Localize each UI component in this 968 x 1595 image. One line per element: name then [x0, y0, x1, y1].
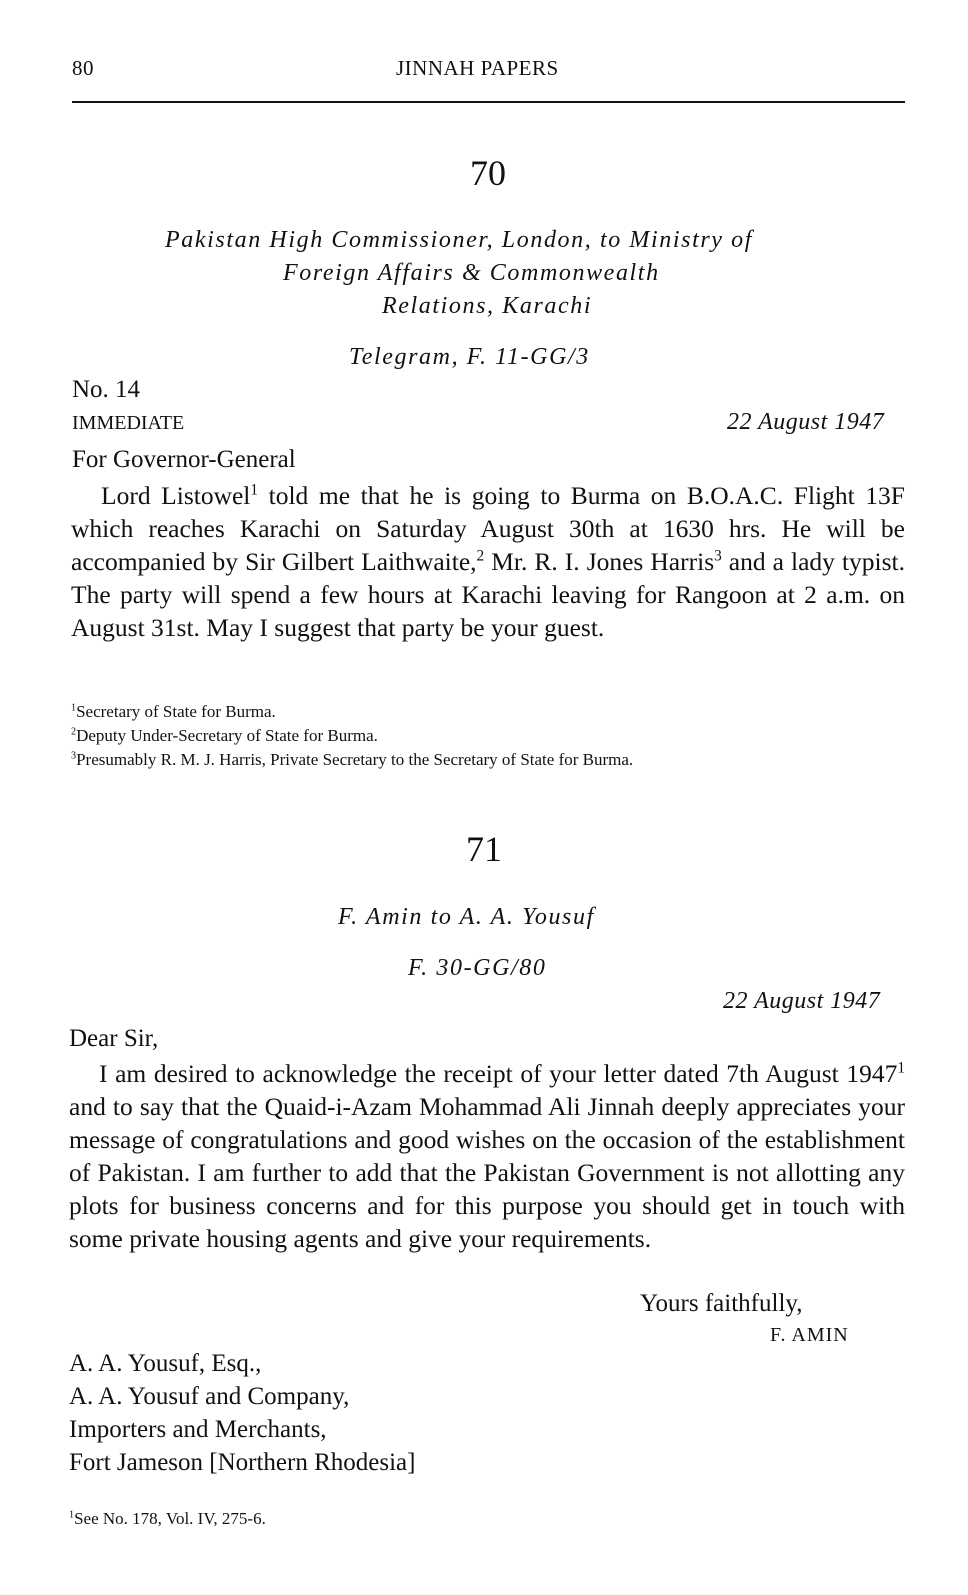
doc71-address-line: Importers and Merchants,: [69, 1416, 327, 1443]
doc70-footnote: $^2$Deputy Under-Secretary of State for Burma.: [71, 726, 378, 745]
doc70-body: [71, 479, 905, 644]
document-number-71: 71: [466, 829, 502, 869]
running-title: JINNAH PAPERS: [396, 56, 559, 80]
footnote-ref-3: 3: [714, 547, 722, 565]
doc71-file-ref: F. 30-GG/80: [408, 955, 547, 981]
doc70-telegram-ref: Telegram, F. 11-GG/3: [349, 344, 590, 370]
doc70-body-part1: Lord Listowel: [101, 481, 251, 510]
doc71-title: F. Amin to A. A. Yousuf: [338, 904, 595, 930]
doc71-date: 22 August 1947: [723, 988, 881, 1014]
doc70-footnote: $^1$Secretary of State for Burma.: [71, 702, 276, 721]
doc70-addressee: For Governor-General: [72, 446, 296, 473]
footnote-ref-1: 1: [897, 1059, 905, 1077]
doc71-body-part2: and to say that the Quaid-i-Azam Mohammad Ali Jinnah deeply appreciates your message of congratulations and good wishes on the occasion of the establishment of Pakistan. I am further to add that the Pakistan Government is not allotting any plots for business concerns and for this purpose you should get in touch with some private housing agents and give your requirements.: [69, 1092, 905, 1253]
footnote-ref-1: 1: [250, 481, 259, 499]
header-rule: [72, 101, 905, 103]
doc71-body-part1: I am desired to acknowledge the receipt of your letter dated 7th August 1947: [99, 1059, 898, 1088]
doc71-closing: Yours faithfully,: [640, 1290, 803, 1317]
doc70-ref-number: No. 14: [72, 376, 141, 403]
doc70-title-line2: Foreign Affairs & Commonwealth: [283, 260, 660, 286]
doc71-address-line: A. A. Yousuf, Esq.,: [69, 1350, 262, 1377]
doc71-signatory: F. AMIN: [770, 1324, 849, 1346]
doc70-title-line3: Relations, Karachi: [382, 293, 593, 319]
doc70-body-part3: Mr. R. I. Jones Harris: [484, 547, 715, 576]
doc70-body-part4: and a lady typist. The party will spend a few hours at Karachi leaving for Rangoon at 2 a.m. on August 31st. May I suggest that party be your guest.: [71, 547, 905, 642]
doc70-title-line1: Pakistan High Commissioner, London, to Ministry of: [165, 227, 754, 253]
doc70-priority: IMMEDIATE: [72, 412, 185, 434]
document-number-70: 70: [470, 153, 506, 193]
doc71-salutation: Dear Sir,: [69, 1025, 159, 1052]
doc70-date: 22 August 1947: [727, 409, 885, 435]
page-number: 80: [72, 56, 94, 80]
doc71-address-line: Fort Jameson [Northern Rhodesia]: [69, 1449, 416, 1476]
doc70-footnote: $^3$Presumably R. M. J. Harris, Private Secretary to the Secretary of State for Burma.: [71, 750, 634, 769]
doc71-address-line: A. A. Yousuf and Company,: [69, 1383, 350, 1410]
footnote-ref-2: 2: [476, 547, 485, 565]
doc71-footnote: $^1$See No. 178, Vol. IV, 275-6.: [69, 1509, 266, 1528]
doc71-body: [69, 1057, 905, 1255]
doc70-body-part2: told me that he is going to Burma on B.O.A.C. Flight 13F which reaches Karachi on Saturday August 30th at 1630 hrs. He will be accompanied by Sir Gilbert Laithwaite,: [71, 481, 905, 576]
